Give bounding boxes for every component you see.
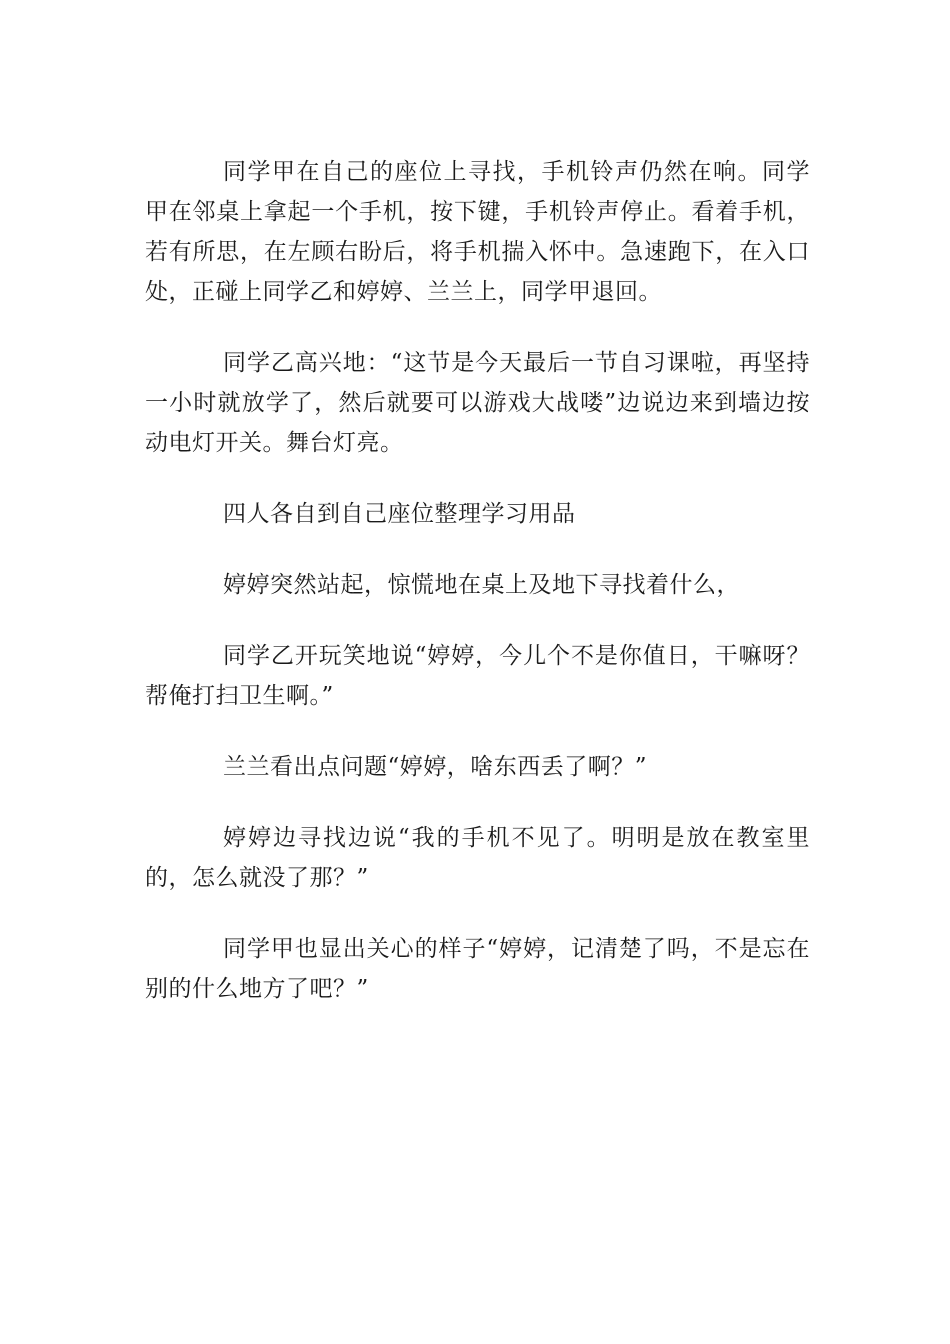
- paragraph-4: 婷婷突然站起，惊慌地在桌上及地下寻找着什么，: [223, 572, 740, 598]
- paragraph-7: 婷婷边寻找边说“我的手机不见了。明明是放在教室里的，怎么就没了那？”: [145, 825, 810, 891]
- paragraph-6: 兰兰看出点问题“婷婷，啥东西丢了啊？”: [223, 754, 648, 780]
- paragraph-5: 同学乙开玩笑地说“婷婷，今儿个不是你值日，干嘛呀？帮俺打扫卫生啊。”: [145, 643, 810, 709]
- document-body: [145, 152, 810, 1040]
- paragraph-8: 同学甲也显出关心的样子“婷婷，记清楚了吗，不是忘在别的什么地方了吧？”: [145, 936, 810, 1002]
- paragraph-1: 同学甲在自己的座位上寻找，手机铃声仍然在响。同学甲在邻桌上拿起一个手机，按下键，手机铃声停止。看着手机，若有所思，在左顾右盼后，将手机揣入怀中。急速跑下，在入口处，正碰上同学乙和婷婷、兰兰上，同学甲退回。: [145, 159, 810, 305]
- paragraph-2: 同学乙高兴地：“这节是今天最后一节自习课啦，再坚持一小时就放学了，然后就要可以游戏大战喽”边说边来到墙边按动电灯开关。舞台灯亮。: [145, 350, 810, 456]
- paragraph-3: 四人各自到自己座位整理学习用品: [223, 501, 576, 527]
